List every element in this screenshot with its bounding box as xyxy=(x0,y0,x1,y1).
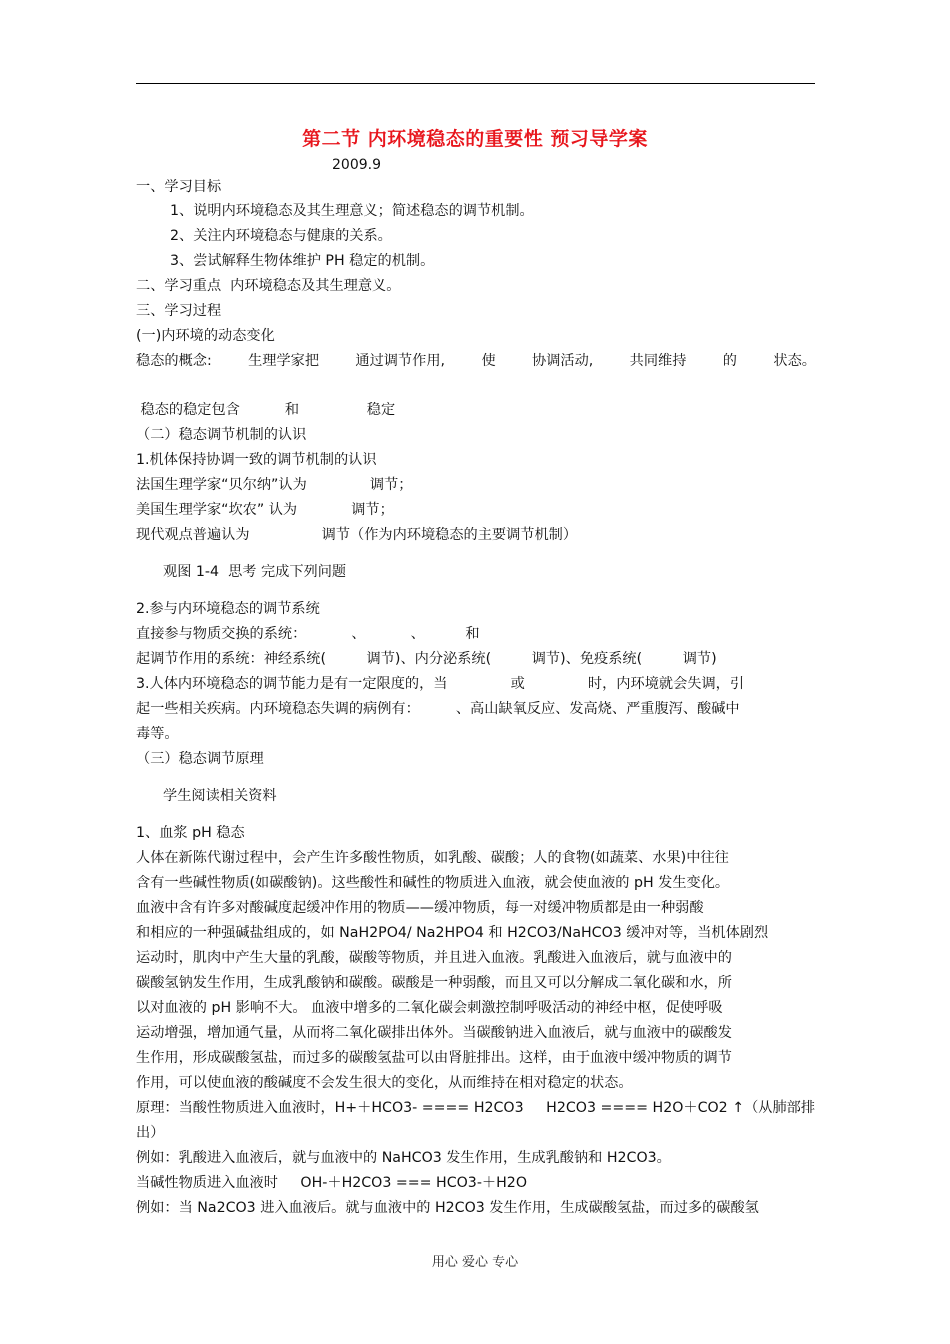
definition-part: 稳态的概念: xyxy=(136,353,212,369)
example-line-1: 例如：乳酸进入血液后，就与血液中的 NaHCO3 发生作用，生成乳酸钠和 H2CO3。 xyxy=(136,1150,671,1166)
principle-acid-line-cont: 出） xyxy=(136,1125,165,1141)
subheading-dynamic-change: (一)内环境的动态变化 xyxy=(136,328,275,344)
definition-part: 通过调节作用, xyxy=(355,353,446,369)
definition-part: 共同维持 xyxy=(629,353,687,369)
ph-heading: 1、血浆 pH 稳态 xyxy=(136,825,245,841)
definition-part: 生理学家把 xyxy=(248,353,320,369)
goal-item-3: 3、尝试解释生物体维护 PH 稳定的机制。 xyxy=(170,253,435,269)
section-heading-goals: 一、学习目标 xyxy=(136,179,222,195)
limit-line-3: 毒等。 xyxy=(136,726,179,742)
body-line: 和相应的一种强碱盐组成的，如 NaH2PO4/ Na2HPO4 和 H2CO3/NaHCO3 缓冲对等，当机体剧烈 xyxy=(136,925,769,941)
page-title: 第二节 内环境稳态的重要性 预习导学案 xyxy=(302,128,648,150)
goal-item-2: 2、关注内环境稳态与健康的关系。 xyxy=(170,228,392,244)
exchange-systems-line: 直接参与物质交换的系统： 、 、 和 xyxy=(136,626,480,642)
mechanism-line-2: 法国生理学家“贝尔纳”认为 调节； xyxy=(136,477,413,493)
limit-line-2: 起一些相关疾病。内环境稳态失调的病例有： 、高山缺氧反应、发高烧、严重腹泻、酸碱中 xyxy=(136,701,740,717)
body-line: 以对血液的 pH 影响不大。 血液中增多的二氧化碳会刺激控制呼吸活动的神经中枢，促使呼吸 xyxy=(136,1000,723,1016)
stability-line: 稳态的稳定包含 和 稳定 xyxy=(136,402,396,418)
homeostasis-definition-line xyxy=(136,354,816,368)
body-line: 血液中含有许多对酸碱度起缓冲作用的物质——缓冲物质，每一对缓冲物质都是由一种弱酸 xyxy=(136,900,704,916)
body-line: 运动增强，增加通气量，从而将二氧化碳排出体外。当碳酸钠进入血液后，就与血液中的碳酸发 xyxy=(136,1025,732,1041)
principle-base-line: 当碱性物质进入血液时 OH-＋H2CO3 === HCO3-＋H2O xyxy=(136,1175,527,1191)
principle-acid-line: 原理：当酸性物质进入血液时，H+＋HCO3- ==== H2CO3 H2CO3 ==== H2O＋CO2 ↑（从肺部排 xyxy=(136,1100,816,1116)
example-line-2: 例如：当 Na2CO3 进入血液后。就与血液中的 H2CO3 发生作用，生成碳酸氢盐，而过多的碳酸氢 xyxy=(136,1200,759,1216)
mechanism-line-4: 现代观点普遍认为 调节（作为内环境稳态的主要调节机制） xyxy=(136,527,578,543)
page-footer: 用心 爱心 专心 xyxy=(431,1255,519,1270)
figure-prompt: 观图 1-4 思考 完成下列问题 xyxy=(163,564,347,580)
subheading-mechanism: （二）稳态调节机制的认识 xyxy=(136,427,307,443)
goal-item-1: 1、说明内环境稳态及其生理意义；简述稳态的调节机制。 xyxy=(170,203,534,219)
mechanism-line-1: 1.机体保持协调一致的调节机制的认识 xyxy=(136,452,377,468)
definition-part: 协调活动, xyxy=(532,353,594,369)
definition-part: 状态。 xyxy=(773,353,816,369)
reading-prompt: 学生阅读相关资料 xyxy=(163,788,277,804)
section-heading-process: 三、学习过程 xyxy=(136,303,222,319)
body-line: 生作用，形成碳酸氢盐，而过多的碳酸氢盐可以由肾脏排出。这样，由于血液中缓冲物质的调节 xyxy=(136,1050,732,1066)
section-heading-focus: 二、学习重点 内环境稳态及其生理意义。 xyxy=(136,278,401,294)
header-rule xyxy=(136,83,815,84)
body-line: 运动时，肌肉中产生大量的乳酸，碳酸等物质，并且进入血液。乳酸进入血液后，就与血液中的 xyxy=(136,950,732,966)
body-line: 作用，可以使血液的酸碱度不会发生很大的变化，从而维持在相对稳定的状态。 xyxy=(136,1075,633,1091)
systems-heading: 2.参与内环境稳态的调节系统 xyxy=(136,601,320,617)
body-line: 人体在新陈代谢过程中，会产生许多酸性物质，如乳酸、碳酸；人的食物(如蔬菜、水果)中往往 xyxy=(136,850,729,866)
regulating-systems-line: 起调节作用的系统：神经系统( 调节)、内分泌系统( 调节)、免疫系统( 调节) xyxy=(136,651,717,667)
definition-part: 使 xyxy=(481,353,496,369)
date-label: 2009.9 xyxy=(332,157,381,173)
body-line: 碳酸氢钠发生作用，生成乳酸钠和碳酸。碳酸是一种弱酸，而且又可以分解成二氧化碳和水，所 xyxy=(136,975,732,991)
definition-part: 的 xyxy=(722,353,737,369)
limit-line-1: 3.人体内环境稳态的调节能力是有一定限度的，当 或 时，内环境就会失调，引 xyxy=(136,676,745,692)
mechanism-line-3: 美国生理学家“坎农” 认为 调节； xyxy=(136,502,394,518)
body-line: 含有一些碱性物质(如碳酸钠)。这些酸性和碱性的物质进入血液，就会使血液的 pH 发生变化。 xyxy=(136,875,730,891)
subheading-principle: （三）稳态调节原理 xyxy=(136,751,264,767)
